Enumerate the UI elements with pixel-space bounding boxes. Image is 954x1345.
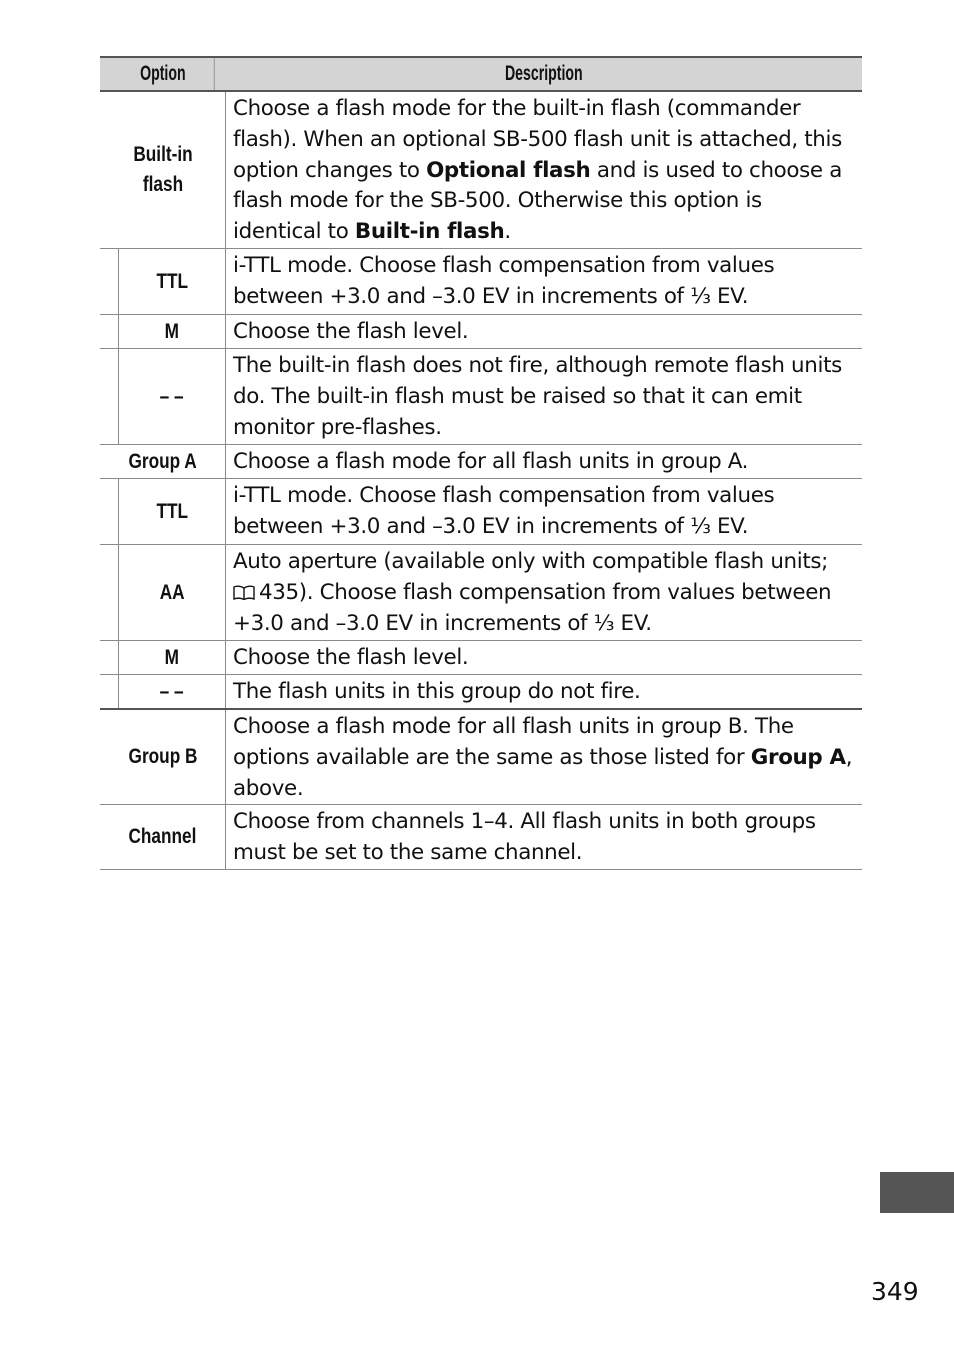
option-ttl [119,249,225,314]
description-aa [226,545,862,640]
indent [100,545,119,640]
description-m: Choose the flash level. [233,319,469,344]
sub-option-cell [100,479,226,544]
sub-option-cell [100,675,226,708]
description-off: The built-in flash does not fire, although remote flash units do. The built-in flash must be raised so that it can emit monitor pre-flashes. [233,353,842,440]
option-off [119,349,225,444]
option-group-a [100,445,226,478]
description-group-b [226,710,862,804]
table-row-group-a-ttl [100,479,862,545]
description-off: The flash units in this group do not fire. [233,679,641,704]
option-off-label: – – [160,384,184,408]
table-row-group-a-off [100,675,862,710]
desc-bold-builtin-flash: Built-in flash [354,219,505,245]
option-channel-label: Channel [128,825,197,848]
option-off [119,675,225,708]
page-number: 349 [871,1277,919,1306]
table-row-group-b [100,710,862,805]
option-m-label: M [164,645,180,669]
sub-option-cell [100,315,226,348]
option-off-label: – – [160,679,184,703]
header-option-label: Option [139,62,186,85]
description-channel: Choose from channels 1–4. All flash units in both groups must be set to the same channel. [233,809,816,865]
header-description-label: Description [505,61,583,85]
indent [100,349,119,444]
indent [100,479,119,544]
table-row-group-a [100,445,862,479]
desc-text: Auto aperture (available only with compatible flash units; [233,549,829,574]
option-ttl [119,479,225,544]
option-ttl-label: TTL [156,499,188,523]
indent [100,249,119,314]
desc-text: 435). Choose flash compensation from values between +3.0 and –3.0 EV in increments of ⅓ EV. [233,579,832,636]
sub-option-cell [100,249,226,314]
indent [100,315,119,348]
indent [100,641,119,674]
indent [100,675,119,708]
option-channel [100,805,226,869]
description-group-a: Choose a flash mode for all flash units in group A. [233,449,749,474]
desc-text: and is used to choose a flash mode for the SB-500. Otherwise this option is identical to [233,157,842,245]
option-m-label: M [164,319,180,343]
table-row-builtin-off [100,349,862,445]
option-aa [119,545,225,640]
option-ttl-label: TTL [156,269,188,293]
desc-text: . [504,219,511,245]
table-row-channel [100,805,862,870]
option-group-b-label: Group B [128,745,197,768]
option-group-a-label: Group A [128,449,197,473]
flash-options-table [100,56,862,870]
desc-text: , above. [233,744,853,801]
description-builtin-flash [226,92,862,248]
header-description [283,58,805,90]
description-ttl: i-TTL mode. Choose flash compensation from values between +3.0 and –3.0 EV in increments of ⅓ EV. [233,483,775,539]
table-row-builtin-ttl [100,249,862,315]
desc-text: Choose a flash mode for all flash units in group B. The options available are the same as those listed for [233,714,794,770]
option-m [119,641,225,674]
sub-option-cell [100,641,226,674]
option-aa-label: AA [159,580,185,604]
table-header-row [100,56,862,92]
sub-option-cell [100,349,226,444]
book-reference-icon [233,585,255,600]
table-row-group-a-m [100,641,862,675]
option-group-b [100,710,226,804]
section-tab-marker [880,1172,954,1213]
desc-bold-optional-flash: Optional flash [426,157,591,183]
option-builtin-flash-label: Built-in flash [132,143,193,196]
description-ttl: i-TTL mode. Choose flash compensation from values between +3.0 and –3.0 EV in increments of ⅓ EV. [233,253,775,309]
description-m: Choose the flash level. [233,645,469,670]
option-builtin-flash [100,92,226,248]
table-row-builtin-m [100,315,862,349]
header-option [111,58,214,90]
desc-text: Choose a flash mode for the built-in flash (commander flash). When an optional SB-500 flash unit is attached, this option changes to [233,96,842,183]
desc-bold-group-a: Group A [750,744,846,770]
table-row-group-a-aa [100,545,862,641]
table-row-builtin-flash [100,92,862,249]
sub-option-cell [100,545,226,640]
option-m [119,315,225,348]
